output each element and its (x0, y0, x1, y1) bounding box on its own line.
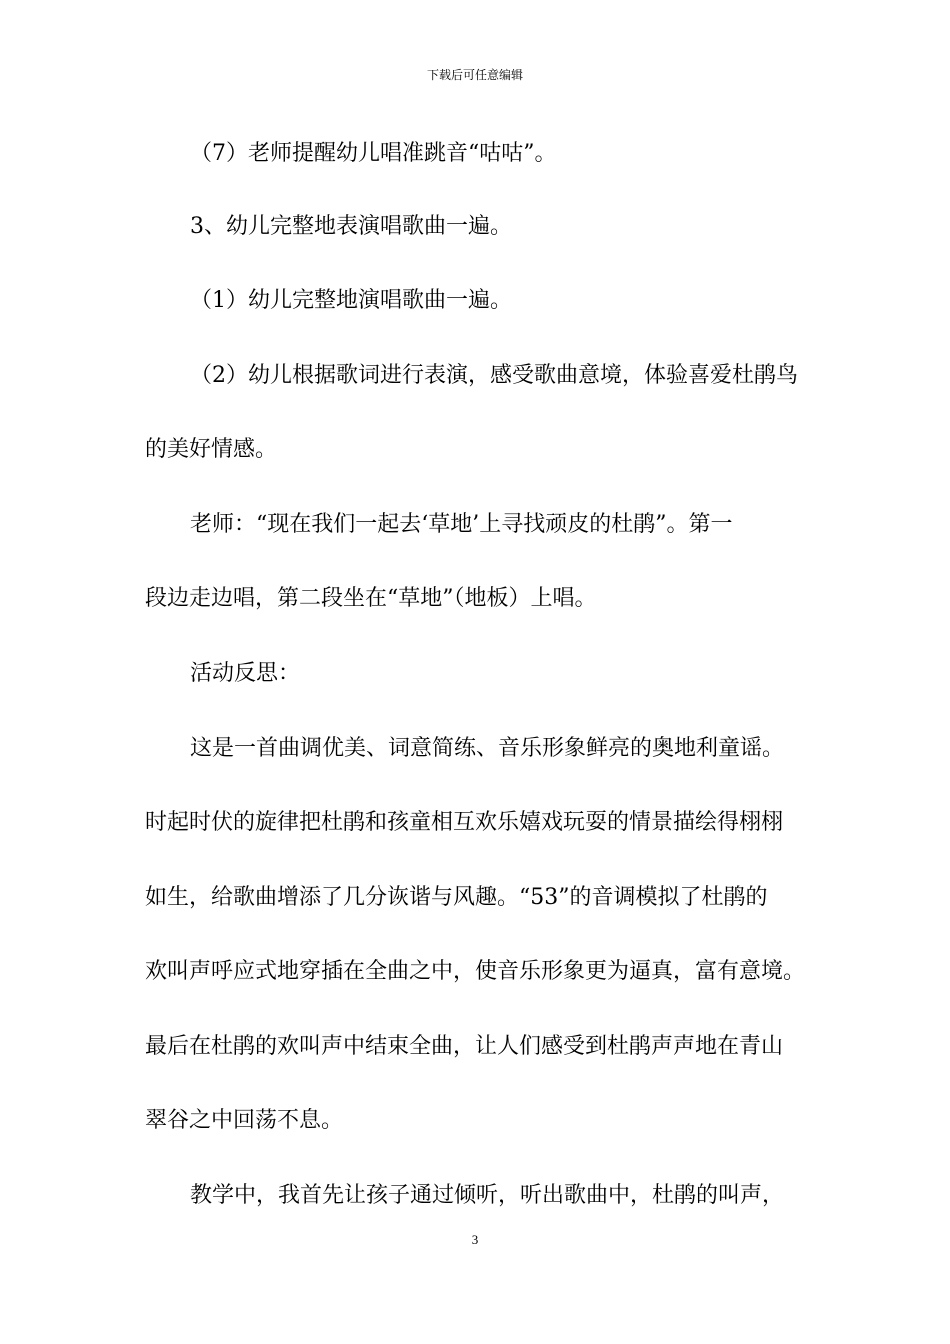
paragraph-line: 教学中，我首先让孩子通过倾听，听出歌曲中，杜鹃的叫声， (190, 1183, 785, 1208)
paragraph-line: （1）幼儿完整地演唱歌曲一遍。 (190, 288, 512, 313)
paragraph-line: 这是一首曲调优美、词意简练、音乐形象鲜亮的奥地利童谣。 (190, 736, 785, 761)
paragraph-line: 时起时伏的旋律把杜鹃和孩童相互欢乐嬉戏玩耍的情景描绘得栩栩 (145, 810, 784, 835)
paragraph-line: （7）老师提醒幼儿唱准跳音“咕咕”。 (190, 141, 557, 166)
paragraph-line: 翠谷之中回荡不息。 (145, 1108, 344, 1133)
paragraph-line: 的美好情感。 (145, 437, 278, 462)
paragraph-line: 最后在杜鹃的欢叫声中结束全曲，让人们感受到杜鹃声声地在青山 (145, 1034, 784, 1059)
page-number: 3 (471, 1232, 479, 1247)
paragraph-line: 段边走边唱，第二段坐在“草地”（地板）上唱。 (145, 586, 597, 611)
paragraph-line: 欢叫声呼应式地穿插在全曲之中，使音乐形象更为逼真，富有意境。 (145, 959, 806, 984)
section-heading: 活动反思： (190, 661, 301, 686)
paragraph-line: （2）幼儿根据歌词进行表演，感受歌曲意境，体验喜爱杜鹃鸟 (190, 363, 798, 388)
paragraph-line: 老师：“现在我们一起去‘草地’上寻找顽皮的杜鹃”。第一 (190, 512, 733, 537)
paragraph-line: 如生，给歌曲增添了几分诙谐与风趣。“53”的音调模拟了杜鹃的 (145, 885, 768, 910)
paragraph-line: 3、幼儿完整地表演唱歌曲一遍。 (190, 214, 512, 239)
page-header: 下载后可任意编辑 (426, 68, 523, 82)
